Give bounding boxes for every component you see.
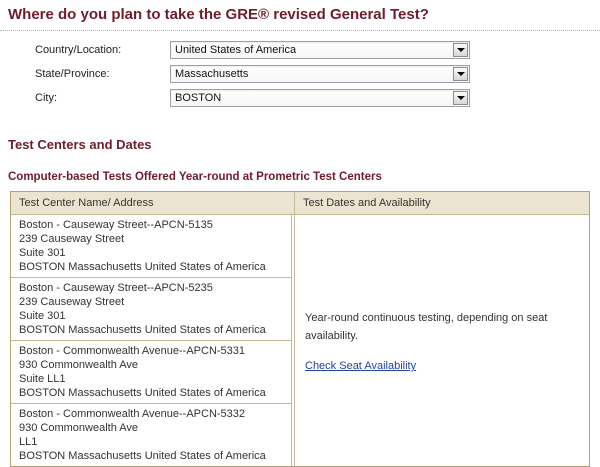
cbt-heading: Computer-based Tests Offered Year-round at Prometric Test Centers — [8, 171, 382, 183]
country-select[interactable] — [170, 41, 470, 59]
column-header-name-address: Test Center Name/ Address — [19, 197, 154, 209]
address-line: BOSTON Massachusetts United States of America — [19, 450, 266, 462]
divider — [0, 30, 600, 31]
form-row-state — [0, 62, 600, 86]
state-label: State/Province: — [35, 68, 110, 80]
check-seat-availability-link[interactable]: Check Seat Availability — [305, 360, 417, 372]
table-body — [11, 215, 589, 466]
chevron-down-icon — [457, 72, 465, 76]
address-line: Suite 301 — [19, 310, 66, 322]
city-dropdown-button[interactable] — [453, 91, 468, 105]
test-centers-table — [10, 191, 590, 467]
address-line: LL1 — [19, 436, 38, 448]
test-center-name: Boston - Commonwealth Avenue--APCN-5331 — [19, 345, 246, 357]
state-dropdown-button[interactable] — [453, 67, 468, 81]
column-header-dates-availability: Test Dates and Availability — [294, 192, 589, 214]
address-line: 239 Causeway Street — [19, 296, 125, 308]
chevron-down-icon — [457, 96, 465, 100]
country-label: Country/Location: — [35, 44, 122, 56]
test-center-name: Boston - Causeway Street--APCN-5235 — [19, 282, 213, 294]
city-label: City: — [35, 92, 57, 104]
form-row-city — [0, 86, 600, 110]
chevron-down-icon — [457, 48, 465, 52]
table-row — [11, 404, 291, 466]
form-row-country — [0, 38, 600, 62]
city-select[interactable] — [170, 89, 470, 107]
country-dropdown-button[interactable] — [453, 43, 468, 57]
table-row — [11, 341, 291, 404]
address-line: Suite LL1 — [19, 373, 66, 385]
state-select-value: Massachusetts — [175, 68, 249, 80]
availability-text: Year-round continuous testing, depending on seat availability. — [305, 312, 548, 342]
country-select-value: United States of America — [175, 44, 297, 56]
table-header-row — [11, 192, 589, 215]
address-line: BOSTON Massachusetts United States of America — [19, 324, 266, 336]
test-center-name: Boston - Commonwealth Avenue--APCN-5332 — [19, 408, 246, 420]
table-row — [11, 215, 291, 278]
state-select[interactable] — [170, 65, 470, 83]
address-line: 239 Causeway Street — [19, 233, 125, 245]
page-title: Where do you plan to take the GRE® revised General Test? — [8, 6, 429, 23]
address-line: BOSTON Massachusetts United States of America — [19, 261, 266, 273]
availability-cell — [294, 215, 589, 466]
city-select-value: BOSTON — [175, 92, 222, 104]
test-centers-heading: Test Centers and Dates — [8, 137, 152, 152]
location-form — [0, 38, 600, 110]
table-row — [11, 278, 291, 341]
address-line: Suite 301 — [19, 247, 66, 259]
address-line: 930 Commonwealth Ave — [19, 359, 139, 371]
address-line: 930 Commonwealth Ave — [19, 422, 139, 434]
test-center-column — [11, 215, 292, 466]
test-center-name: Boston - Causeway Street--APCN-5135 — [19, 219, 213, 231]
address-line: BOSTON Massachusetts United States of America — [19, 387, 266, 399]
